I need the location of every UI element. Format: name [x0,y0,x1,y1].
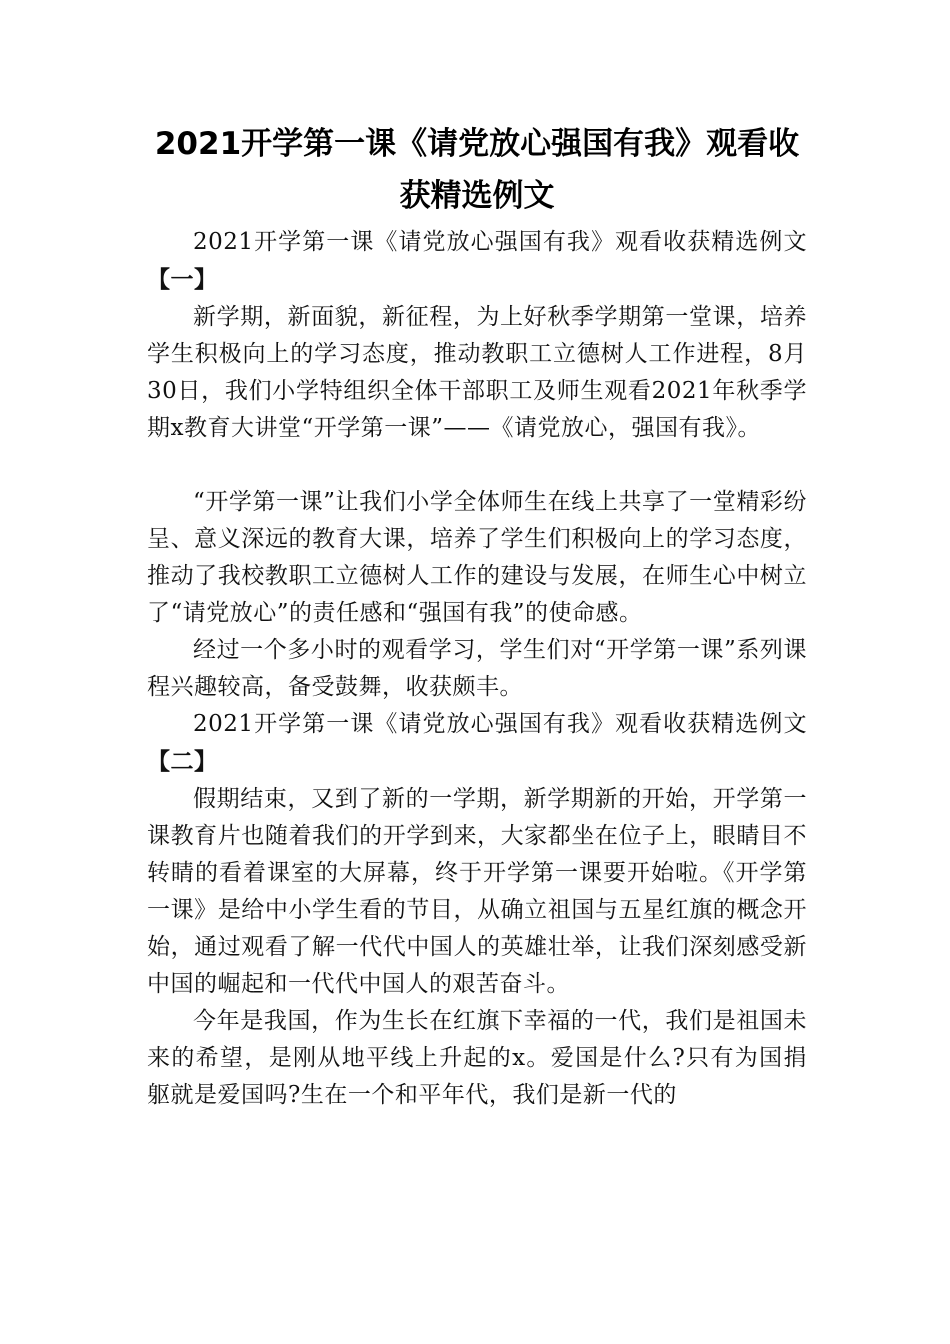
body-paragraph: 经过一个多小时的观看学习，学生们对“开学第一课”系列课程兴趣较高，备受鼓舞，收获颇丰。 [147,637,807,700]
body-paragraph: 今年是我国，作为生长在红旗下幸福的一代，我们是祖国未来的希望，是刚从地平线上升起的x。爱国是什么?只有为国捐躯就是爱国吗?生在一个和平年代，我们是新一代的 [147,1008,807,1108]
section-heading-2 [147,706,807,781]
document-content [147,118,807,1114]
body-paragraph: 假期结束，又到了新的一学期，新学期新的开始，开学第一课教育片也随着我们的开学到来，大家都坐在位子上，眼睛目不转睛的看着课室的大屏幕，终于开学第一课要开始啦。《开学第一课》是给中小学生看的节目，从确立祖国与五星红旗的概念开始，通过观看了解一代代中国人的英雄壮举，让我们深刻感受新中国的崛起和一代代中国人的艰苦奋斗。 [147,786,807,997]
document-body [147,224,807,1114]
body-paragraph: “开学第一课”让我们小学全体师生在线上共享了一堂精彩纷呈、意义深远的教育大课，培养了学生们积极向上的学习态度，推动了我校教职工立德树人工作的建设与发展，在师生心中树立了“请党放心”的责任感和“强国有我”的使命感。 [147,489,807,626]
document-title: 2021开学第一课《请党放心强国有我》观看收获精选例文 [154,126,800,214]
body-paragraph: 新学期，新面貌，新征程，为上好秋季学期第一堂课，培养学生积极向上的学习态度，推动教职工立德树人工作进程，8月30日，我们小学特组织全体干部职工及师生观看2021年秋季学期x教育大讲堂“开学第一课”——《请党放心，强国有我》。 [147,304,807,441]
section-heading-text: 2021开学第一课《请党放心强国有我》观看收获精选例文 [193,711,807,737]
section-number: 【二】 [147,748,218,775]
section-number: 【一】 [147,266,218,293]
section-heading-text: 2021开学第一课《请党放心强国有我》观看收获精选例文 [193,229,807,255]
section-heading-1 [147,224,807,299]
